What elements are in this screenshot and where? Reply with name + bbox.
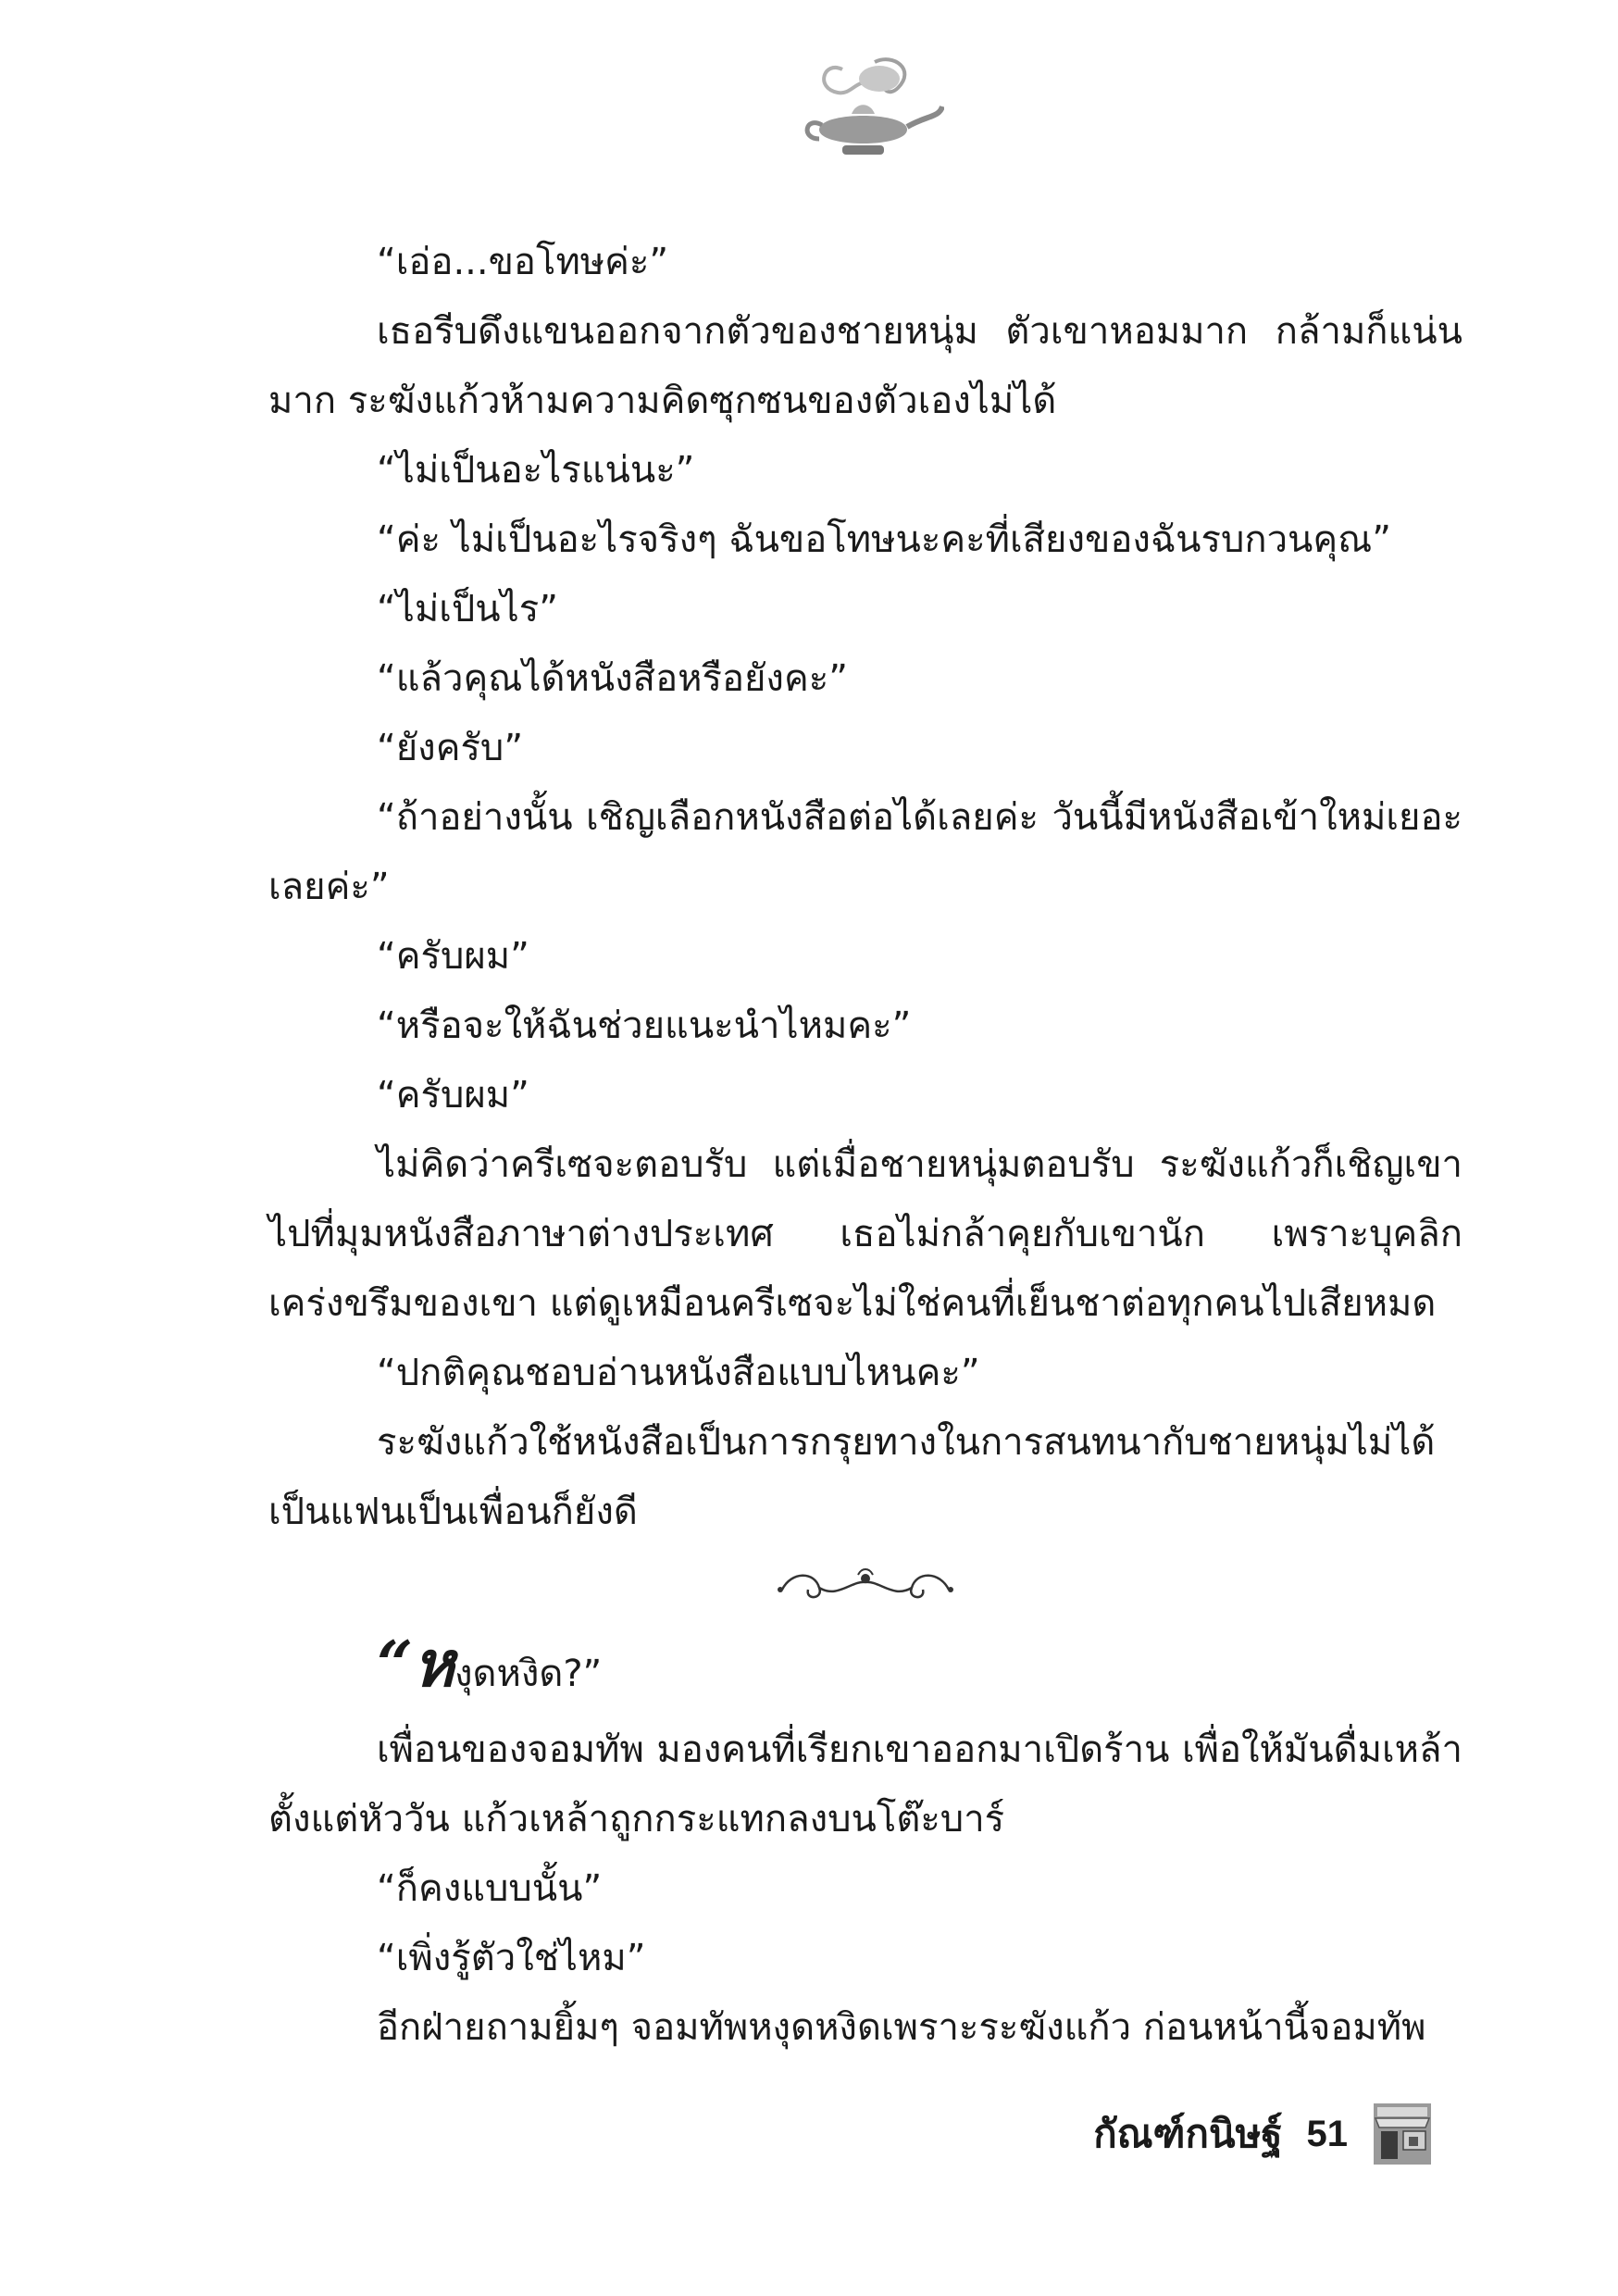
paragraph: “เอ่อ...ขอโทษค่ะ” bbox=[377, 241, 669, 283]
paragraph: “ไม่เป็นอะไรแน่นะ” bbox=[377, 449, 695, 492]
paragraph: “ครับผม” bbox=[377, 1074, 529, 1117]
paragraph: “ปกติคุณชอบอ่านหนังสือแบบไหนคะ” bbox=[377, 1352, 980, 1394]
section-divider bbox=[268, 1547, 1462, 1623]
paragraph: “ไม่เป็นไร” bbox=[377, 588, 558, 630]
paragraph: “แล้วคุณได้หนังสือหรือยังคะ” bbox=[377, 657, 848, 700]
dropcap-rest: งุดหงิด?” bbox=[454, 1653, 603, 1695]
page-number: 51 bbox=[1306, 2113, 1348, 2154]
paragraph: ไม่คิดว่าครีเซจะตอบรับ แต่เมื่อชายหนุ่มตอบรับ ระฆังแก้วก็เชิญเขาไปที่มุมหนังสือภาษาต่างประเทศ เธอไม่กล้าคุยกับเขานัก เพราะบุคลิกเคร่งขรึมของเขา แต่ดูเหมือนครีเซจะไม่ใช่คนที่เย็นชาต่อทุกคนไปเสียหมด bbox=[268, 1143, 1462, 1325]
paragraph: “ยังครับ” bbox=[377, 727, 524, 769]
paragraph: “ครับผม” bbox=[377, 935, 529, 978]
genie-lamp-icon bbox=[787, 51, 944, 181]
cafe-shop-icon bbox=[1372, 2102, 1433, 2166]
paragraph: อีกฝ่ายถามยิ้มๆ จอมทัพหงุดหงิดเพราะระฆังแก้ว ก่อนหน้านี้จอมทัพ bbox=[377, 2006, 1426, 2049]
paragraph: “ก็คงแบบนั้น” bbox=[377, 1867, 603, 1910]
page-footer bbox=[1093, 2102, 1433, 2166]
paragraph: เพื่อนของจอมทัพ มองคนที่เรียกเขาออกมาเปิดร้าน เพื่อให้มันดื่มเหล้าตั้งแต่หัววัน แก้วเหล้าถูกกระแทกลงบนโต๊ะบาร์ bbox=[268, 1728, 1462, 1841]
author-name: กัณฑ์กนิษฐ์ bbox=[1093, 2111, 1283, 2156]
paragraph: ระฆังแก้วใช้หนังสือเป็นการกรุยทางในการสนทนากับชายหนุ่มไม่ได้เป็นแฟนเป็นเพื่อนก็ยังดี bbox=[268, 1421, 1436, 1533]
paragraph: “ถ้าอย่างนั้น เชิญเลือกหนังสือต่อได้เลยค่ะ วันนี้มีหนังสือเข้าใหม่เยอะเลยค่ะ” bbox=[268, 796, 1462, 908]
dropcap-paragraph bbox=[268, 1623, 1462, 1716]
paragraph: เธอรีบดึงแขนออกจากตัวของชายหนุ่ม ตัวเขาหอมมาก กล้ามก็แน่นมาก ระฆังแก้วห้ามความคิดซุกซนของตัวเองไม่ได้ bbox=[268, 310, 1462, 422]
chapter-text bbox=[268, 228, 1462, 2063]
dropcap-letter: “ห bbox=[377, 1628, 454, 1702]
paragraph: “เพิ่งรู้ตัวใช่ไหม” bbox=[377, 1937, 646, 1979]
paragraph: “หรือจะให้ฉันช่วยแนะนำไหมคะ” bbox=[377, 1004, 912, 1047]
floral-divider-icon bbox=[773, 1562, 958, 1608]
paragraph: “ค่ะ ไม่เป็นอะไรจริงๆ ฉันขอโทษนะคะที่เสียงของฉันรบกวนคุณ” bbox=[377, 518, 1391, 561]
